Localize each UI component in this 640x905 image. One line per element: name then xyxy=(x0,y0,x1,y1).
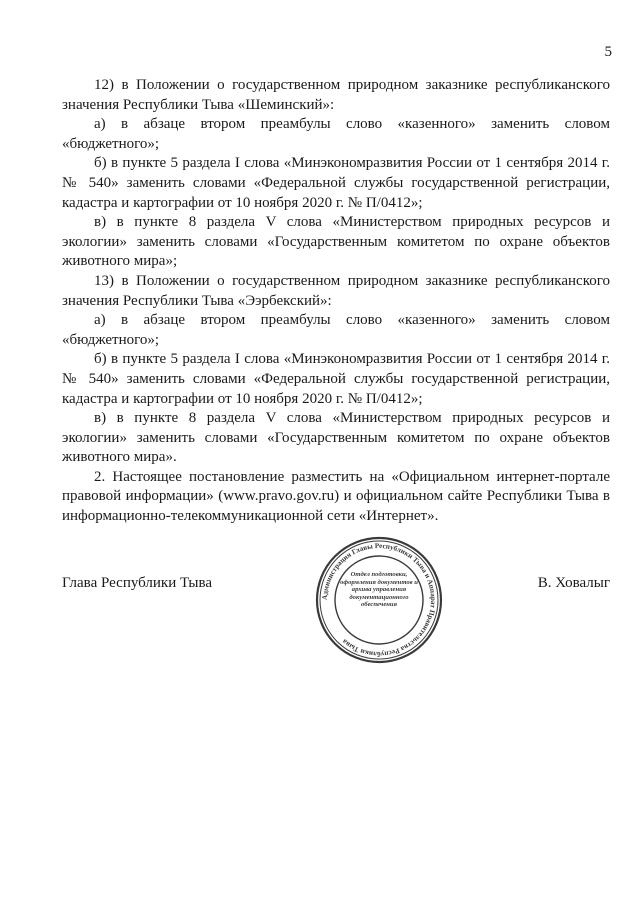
paragraph: в) в пункте 8 раздела V слова «Министерством природных ресурсов и экологии» заменить словами «Государственным комитетом по охране объектов животного мира»; xyxy=(62,214,610,270)
page-number: 5 xyxy=(604,44,612,60)
paragraph: 12) в Положении о государственном природном заказнике республиканского значения Республики Тыва «Шеминский»: xyxy=(62,77,610,113)
signatory-position: Глава Республики Тыва xyxy=(62,575,213,591)
paragraph: б) в пункте 5 раздела I слова «Минэкономразвития России от 1 сентября 2014 г. № 540» заменить словами «Федеральной службы государственной регистрации, кадастра и картографии от 10 ноября 2020 г. № П/0412»; xyxy=(62,351,610,407)
signatory-name: В. Ховалыг xyxy=(537,575,610,591)
paragraph: 2. Настоящее постановление разместить на «Официальном интернет-портале правовой информации» (www.pravo.gov.ru) и официальном сайте Республики Тыва в информационно-телекоммуникационной сети «Интернет». xyxy=(62,468,610,525)
seal-outer-text: Администрация Главы Республики Тыва и Аппарат Правительства Республики Тыва xyxy=(320,541,438,659)
signature-block xyxy=(62,541,610,685)
paragraph: 13) в Положении о государственном природном заказнике республиканского значения Республики Тыва «Ээрбекский»: xyxy=(62,272,610,309)
seal-inner-text: Отдел подготовки, оформления документов и архива управления документационного обеспечения xyxy=(340,571,418,609)
paragraph: в) в пункте 8 раздела V слова «Министерством природных ресурсов и экологии» заменить словами «Государственным комитетом по охране объектов животного мира». xyxy=(62,410,610,466)
official-seal xyxy=(314,535,444,665)
paragraph: а) в абзаце втором преамбулы слово «казенного» заменить словом «бюджетного»; xyxy=(62,116,610,152)
paragraph: б) в пункте 5 раздела I слова «Минэкономразвития России от 1 сентября 2014 г. № 540» заменить словами «Федеральной службы государственной регистрации, кадастра и картографии от 10 ноября 2020 г. № П/0412»; xyxy=(62,155,610,211)
paragraph: а) в абзаце втором преамбулы слово «казенного» заменить словом «бюджетного»; xyxy=(62,312,610,348)
document-body xyxy=(62,76,610,527)
